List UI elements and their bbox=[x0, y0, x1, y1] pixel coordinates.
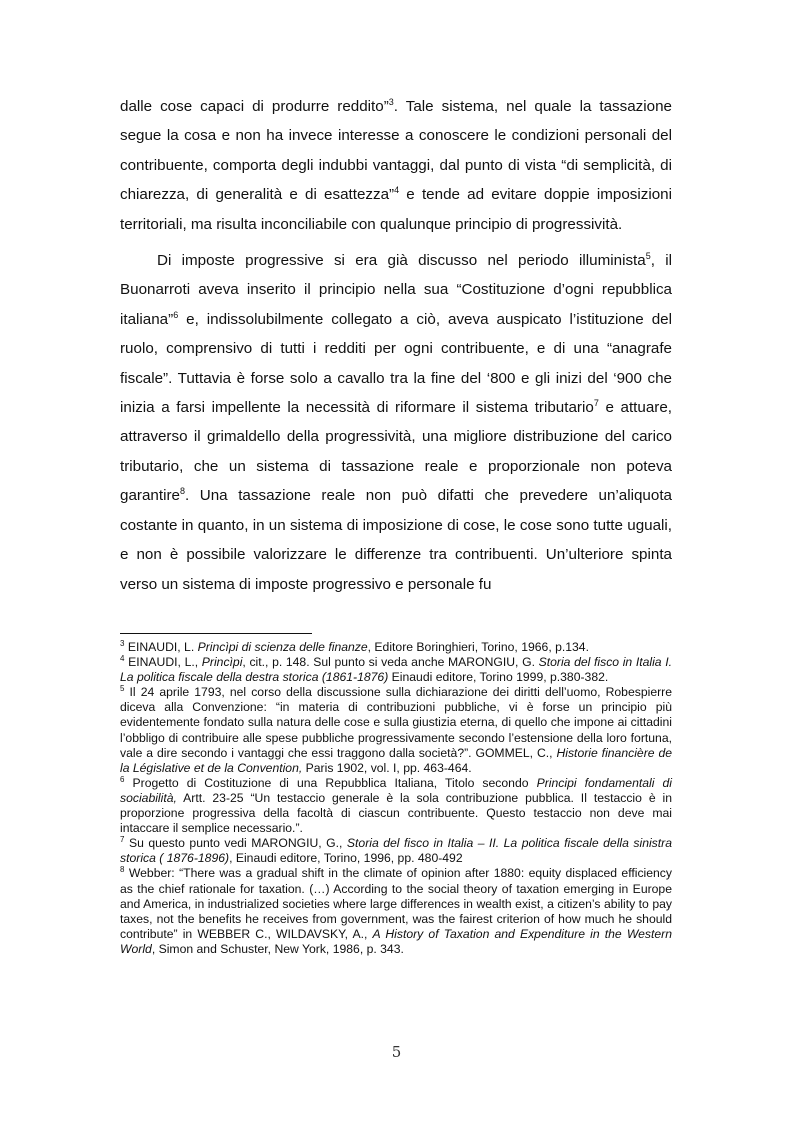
footnotes bbox=[120, 640, 672, 957]
paragraph-2: Di imposte progressive si era già discusso nel periodo illuminista$^5$, il Buonarroti aveva inserito il principio nella sua “Costituzione d’ogni repubblica italiana”$^6$ e, indissolubilmente collegato a ciò, aveva auspicato l’istituzione del ruolo, comprensivo di tutti i redditi per ogni contribuente, e di una “anagrafe fiscale”. Tuttavia è forse solo a cavallo tra la fine del ‘800 e gli inizi del ‘900 che inizia a farsi impellente la necessità di riformare il sistema tributario$^7$ e attuare, attraverso il grimaldello della progressività, una migliore distribuzione del carico tributario, che un sistema di tassazione reale e proporzionale non poteva garantire$^8$. Una tassazione reale non può difatti che prevedere un’aliquota costante in quanto, in un sistema di imposizione di cose, le cose sono tutte uguali, e non è possibile valorizzare le differenze tra contribuenti. Un’ulteriore spinta verso un sistema di imposte progressivo e personale fu bbox=[120, 251, 672, 593]
footnote-5: $^5$ Il 24 aprile 1793, nel corso della discussione sulla dichiarazione dei diritti dell’uomo, Robespierre diceva alla Convenzione: “in materia di contribuzioni pubbliche, vi è forse un principio più evidentemente fondato sulla natura delle cose e sulla giustizia eterna, di quello che impone ai cittadini l’obbligo di contribuire alle spese pubbliche progressivamente secondo l’estensione della loro fortuna, vale a dire secondo i vantaggi che essi traggono dalla società?”. GOMMEL, C., Historie financière de la Législative et de la Convention, Paris 1902, vol. I, pp. 463-464. bbox=[120, 684, 673, 775]
body-text bbox=[120, 92, 672, 599]
footnote-ref-7[interactable]: 7 bbox=[593, 398, 599, 409]
footnote-ref-4[interactable]: 4 bbox=[394, 185, 400, 196]
page-number: 5 bbox=[391, 1043, 402, 1061]
footnote-6: $^6$ Progetto di Costituzione di una Repubblica Italiana, Titolo secondo Principi fondamentali di sociabilità, Artt. 23-25 “Un testaccio generale è la sola contribuzione pubblica. Il testaccio è in proporzione progressiva della facoltà di ciascun contribuente. Questo testaccio non deve mai intaccare il semplice necessario.”. bbox=[120, 774, 672, 836]
footnote-ref-6[interactable]: 6 bbox=[173, 309, 179, 320]
footnote-7: $^7$ Su questo punto vedi MARONGIU, G., Storia del fisco in Italia – II. La politica fiscale della sinistra storica ( 1876-1896), Einaudi editore, Torino, 1996, pp. 480-492 bbox=[120, 835, 672, 866]
footnote-ref-5[interactable]: 5 bbox=[645, 251, 651, 262]
footnote-ref-3[interactable]: 3 bbox=[388, 97, 394, 107]
footnote-8: $^8$ Webber: “There was a gradual shift in the climate of opinion after 1880: equity displaced efficiency as the chief rationale for taxation. (…) According to the social theory of taxation emerging in Europe and America, in industrialized societies where large differences in wealth exist, a citizen’s ability to pay taxes, not the benefits he receives from government, was the fairest criterion of how much he should contribute” in WEBBER C., WILDAVSKY, A., A History of Taxation and Expenditure in the Western World, Simon and Schuster, New York, 1986, p. 343. bbox=[120, 865, 672, 956]
footnote-ref-8[interactable]: 8 bbox=[179, 486, 185, 497]
footnote-3: $^3$ EINAUDI, L. Princìpi di scienza delle finanze, Editore Boringhieri, Torino, 1966, p.134. bbox=[120, 639, 589, 654]
footnote-separator bbox=[120, 633, 312, 634]
paragraph-1: dalle cose capaci di produrre reddito”$^3$. Tale sistema, nel quale la tassazione segue la cosa e non ha invece interesse a conoscere le condizioni personali del contribuente, comporta degli indubbi vantaggi, dal punto di vista “di semplicità, di chiarezza, di generalità e di esattezza”$^4$ e tende ad evitare doppie imposizioni territoriali, ma risulta inconciliabile con qualunque principio di progressività. bbox=[120, 97, 672, 233]
footnote-4: $^4$ EINAUDI, L., Princìpi, cit., p. 148. Sul punto si veda anche MARONGIU, G. Storia del fisco in Italia I. La politica fiscale della destra storica (1861-1876) Einaudi editore, Torino 1999, p.380-382. bbox=[120, 654, 673, 685]
